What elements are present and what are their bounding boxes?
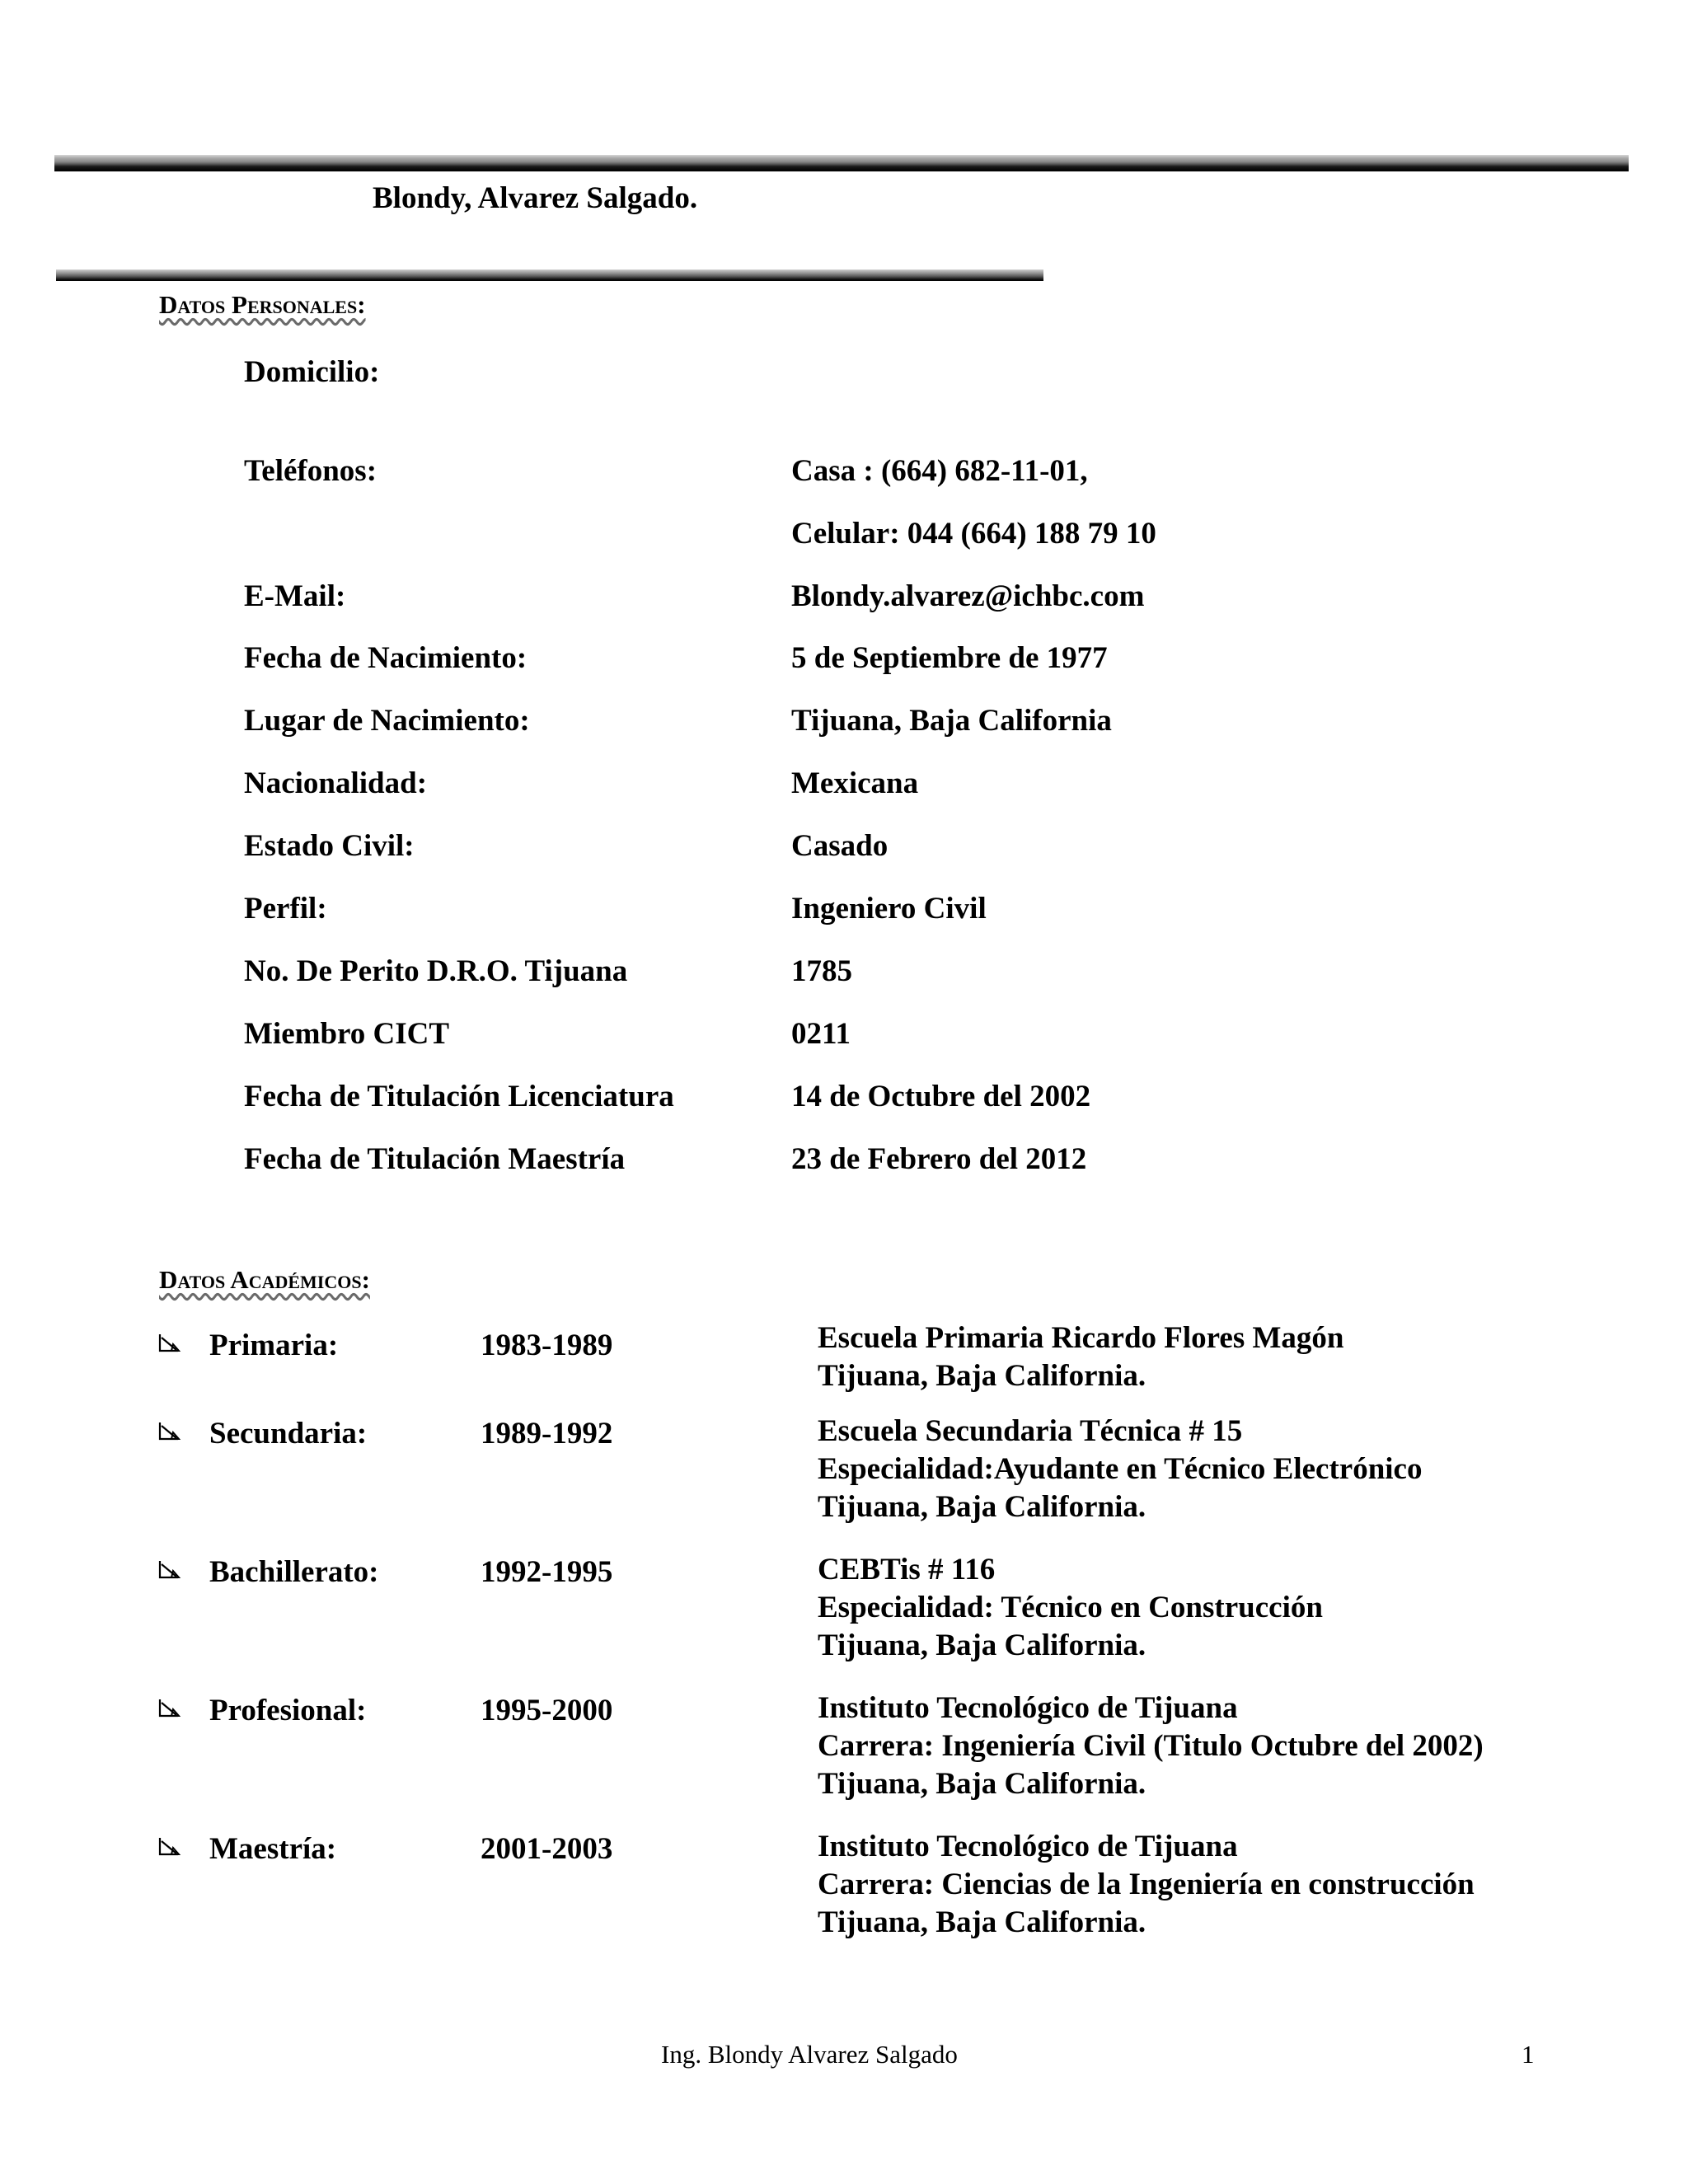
personal-label: Domicilio: [244,355,380,389]
academic-years: 1992-1995 [481,1555,613,1589]
arrow-bullet-icon [157,1333,185,1361]
personal-label: Estado Civil: [244,829,415,863]
section-title-personal: Datos Personales: [159,290,366,319]
personal-value: 5 de Septiembre de 1977 [791,641,1108,675]
personal-value: Tijuana, Baja California [791,704,1112,738]
academic-line: Carrera: Ingeniería Civil (Titulo Octubre del 2002) [818,1729,1484,1763]
personal-value: 14 de Octubre del 2002 [791,1080,1091,1113]
page-number: 1 [1522,2040,1535,2069]
academic-line: Instituto Tecnológico de Tijuana [818,1691,1238,1725]
academic-details [818,1413,1422,1526]
top-divider-rule [54,155,1629,171]
academic-line: CEBTis # 116 [818,1553,996,1586]
personal-label: Miembro CICT [244,1017,450,1051]
academic-details [818,1690,1484,1803]
academic-line: Tijuana, Baja California. [818,1359,1146,1393]
personal-label: No. De Perito D.R.O. Tijuana [244,954,628,988]
academic-years: 1983-1989 [481,1329,613,1362]
name-divider-rule [56,269,1043,281]
personal-value: Mexicana [791,766,919,800]
academic-line: Tijuana, Baja California. [818,1490,1146,1524]
arrow-bullet-icon [157,1559,185,1587]
personal-value: Ingeniero Civil [791,892,987,926]
arrow-bullet-icon [157,1836,185,1864]
personal-label: Nacionalidad: [244,766,428,800]
arrow-bullet-icon [157,1421,185,1449]
personal-value: 0211 [791,1017,851,1051]
footer-author: Ing. Blondy Alvarez Salgado [661,2040,958,2069]
section-title-academic: Datos Académicos: [159,1265,370,1294]
personal-label: Fecha de Titulación Licenciatura [244,1080,674,1113]
academic-line: Especialidad: Técnico en Construcción [818,1591,1323,1624]
academic-details [818,1319,1344,1395]
academic-years: 1995-2000 [481,1694,613,1727]
academic-years: 1989-1992 [481,1417,613,1451]
academic-line: Tijuana, Baja California. [818,1629,1146,1662]
academic-details [818,1828,1475,1942]
academic-level: Maestría: [209,1832,337,1866]
personal-value: Casado [791,829,889,863]
academic-level: Primaria: [209,1329,339,1362]
arrow-bullet-icon [157,1698,185,1726]
academic-line: Escuela Primaria Ricardo Flores Magón [818,1321,1344,1355]
academic-line: Especialidad:Ayudante en Técnico Electrónico [818,1452,1423,1486]
academic-level: Bachillerato: [209,1555,379,1589]
personal-label: Lugar de Nacimiento: [244,704,530,738]
academic-line: Tijuana, Baja California. [818,1905,1146,1939]
academic-line: Tijuana, Baja California. [818,1767,1146,1801]
academic-details [818,1551,1323,1665]
academic-level: Secundaria: [209,1417,368,1451]
personal-label: Teléfonos: [244,454,377,488]
personal-label: E-Mail: [244,579,346,613]
academic-line: Instituto Tecnológico de Tijuana [818,1830,1238,1863]
personal-value: 23 de Febrero del 2012 [791,1142,1087,1176]
personal-label: Fecha de Nacimiento: [244,641,528,675]
academic-line: Escuela Secundaria Técnica # 15 [818,1414,1243,1448]
candidate-name: Blondy, Alvarez Salgado. [373,181,698,215]
academic-years: 2001-2003 [481,1832,613,1866]
email-value: Blondy.alvarez@ichbc.com [791,579,1145,613]
personal-value: Casa : (664) 682-11-01, [791,454,1088,488]
academic-level: Profesional: [209,1694,367,1727]
academic-line: Carrera: Ciencias de la Ingeniería en construcción [818,1868,1475,1901]
personal-value: 1785 [791,954,852,988]
personal-label: Perfil: [244,892,327,926]
personal-value: Celular: 044 (664) 188 79 10 [791,517,1156,551]
personal-label: Fecha de Titulación Maestría [244,1142,626,1176]
